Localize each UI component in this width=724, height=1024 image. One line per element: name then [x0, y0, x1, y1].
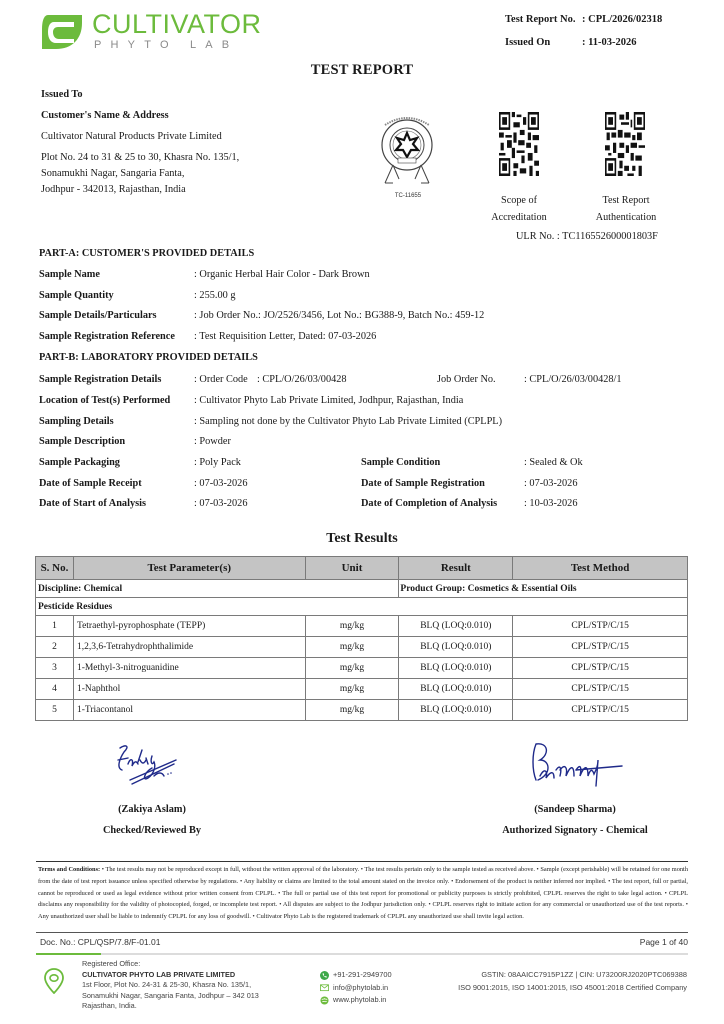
signatory-role: Authorized Signatory - Chemical — [502, 825, 648, 836]
ulr-number — [516, 231, 658, 242]
cell-result: BLQ (LOQ:0.010) — [399, 637, 513, 658]
sample-reg-reference-value: : Test Requisition Letter, Dated: 07-03-2026 — [194, 331, 377, 342]
cell-method: CPL/STP/C/15 — [513, 658, 688, 679]
page-number: Page 1 of 40 — [639, 937, 688, 947]
category-label: Pesticide Residues — [36, 598, 688, 616]
contact-email — [320, 982, 392, 995]
signature-sandeep-icon — [526, 740, 626, 790]
part-b-heading: PART-B: LABORATORY PROVIDED DETAILS — [39, 352, 258, 363]
cell-result: BLQ (LOQ:0.010) — [399, 658, 513, 679]
cell-method: CPL/STP/C/15 — [513, 679, 688, 700]
cell-parameter: 1,2,3,6-Tetrahydrophthalimide — [73, 637, 305, 658]
report-number-value: : CPL/2026/02318 — [582, 14, 663, 25]
address-line: Plot No. 24 to 31 & 25 to 30, Khasra No. 135/1, — [41, 152, 240, 163]
date-receipt-label: Date of Sample Receipt — [39, 478, 142, 489]
nabl-accreditation-seal-icon — [379, 113, 435, 193]
cell-unit: mg/kg — [305, 700, 399, 721]
col-header-sno: S. No. — [36, 557, 74, 580]
sample-packaging-value: : Poly Pack — [194, 457, 241, 468]
cell-result: BLQ (LOQ:0.010) — [399, 616, 513, 637]
sample-name-label: Sample Name — [39, 269, 100, 280]
terms-and-conditions — [38, 864, 688, 923]
date-start-label: Date of Start of Analysis — [39, 498, 146, 509]
gstin-cin: GSTIN: 08AAICC7915P1ZZ | CIN: U73200RJ2020PTC069388 — [481, 970, 687, 979]
company-legal-name: CULTIVATOR PHYTO LAB PRIVATE LIMITED — [82, 969, 236, 979]
office-label: Registered Office: — [82, 959, 141, 968]
office-address-line: 1st Floor, Plot No. 24-31 & 25-30, Khasra No. 135/1, — [82, 980, 252, 989]
qr-scope-caption — [489, 192, 549, 226]
address-line: Jodhpur - 342013, Rajasthan, India — [41, 184, 186, 195]
date-registration-label: Date of Sample Registration — [361, 478, 485, 489]
cell-sno: 3 — [36, 658, 74, 679]
sample-condition-value: : Sealed & Ok — [524, 457, 583, 468]
report-number-label: Test Report No. — [505, 14, 576, 25]
issued-to-label: Issued To — [41, 89, 83, 100]
col-header-unit: Unit — [305, 557, 399, 580]
sample-quantity-value: : 255.00 g — [194, 290, 236, 301]
company-registrations — [458, 969, 687, 994]
date-start-value: : 07-03-2026 — [194, 498, 248, 509]
cell-result: BLQ (LOQ:0.010) — [399, 679, 513, 700]
footer-divider — [36, 932, 688, 933]
customer-name: Cultivator Natural Products Private Limited — [41, 131, 222, 142]
table-row — [36, 637, 688, 658]
product-group-label: Product Group: Cosmetics & Essential Oils — [399, 580, 688, 598]
job-order-value: : CPL/O/26/03/00428/1 — [524, 374, 622, 385]
sampling-details-label: Sampling Details — [39, 416, 114, 427]
office-address-line: Rajasthan, India. — [82, 1001, 137, 1010]
iso-certifications: ISO 9001:2015, ISO 14001:2015, ISO 45001:2018 Certified Company — [458, 982, 687, 992]
date-completion-value: : 10-03-2026 — [524, 498, 578, 509]
qr-auth-caption-line: Authentication — [595, 212, 657, 223]
issued-on-label: Issued On — [505, 37, 551, 48]
cell-parameter: 1-Triacontanol — [73, 700, 305, 721]
ulr-value: : TC116552600001803F — [556, 231, 658, 242]
accreditation-code: TC-11655 — [394, 193, 422, 199]
brand-name: CULTIVATOR — [92, 9, 262, 39]
office-address-line: Sonamukhi Nagar, Sangaria Fanta, Jodhpur – 342 013 — [82, 990, 259, 1000]
col-header-parameter: Test Parameter(s) — [73, 557, 305, 580]
table-row — [36, 658, 688, 679]
terms-label: Terms and Conditions: — [38, 866, 101, 873]
sample-quantity-label: Sample Quantity — [39, 290, 114, 301]
address-line: Sonamukhi Nagar, Sangaria Fanta, — [41, 168, 185, 179]
cell-unit: mg/kg — [305, 658, 399, 679]
cell-parameter: Tetraethyl-pyrophosphate (TEPP) — [73, 616, 305, 637]
cell-parameter: 1-Naphthol — [73, 679, 305, 700]
table-row — [36, 616, 688, 637]
sample-details-label: Sample Details/Particulars — [39, 310, 157, 321]
sampling-details-value: : Sampling not done by the Cultivator Phyto Lab Private Limited (CPLPL) — [194, 416, 503, 427]
col-header-method: Test Method — [513, 557, 688, 580]
category-row — [36, 598, 688, 616]
ulr-label: ULR No. — [516, 231, 555, 242]
location-pin-icon — [44, 968, 64, 994]
reviewer-role: Checked/Reviewed By — [102, 825, 202, 836]
sample-description-value: : Powder — [194, 436, 231, 447]
sample-name-value: : Organic Herbal Hair Color - Dark Brown — [194, 269, 370, 280]
signature-zakiya-icon — [112, 742, 182, 790]
cell-sno: 2 — [36, 637, 74, 658]
sample-registration-details-label: Sample Registration Details — [39, 374, 162, 385]
cell-sno: 4 — [36, 679, 74, 700]
cell-unit: mg/kg — [305, 637, 399, 658]
email-address[interactable]: info@phytolab.in — [333, 982, 389, 992]
contact-website — [320, 994, 392, 1007]
cell-sno: 5 — [36, 700, 74, 721]
order-code-value: : CPL/O/26/03/00428 — [257, 374, 347, 385]
document-number: Doc. No.: CPL/QSP/7.8/F-01.01 — [40, 937, 161, 947]
contact-info — [320, 969, 392, 1007]
discipline-label: Discipline: Chemical — [36, 580, 399, 598]
website-link[interactable]: www.phytolab.in — [333, 995, 387, 1004]
issued-on-value: : 11-03-2026 — [582, 37, 637, 48]
email-icon — [320, 983, 329, 992]
page-title: TEST REPORT — [310, 62, 414, 78]
terms-divider — [36, 861, 688, 862]
customer-name-address-label: Customer's Name & Address — [41, 110, 169, 121]
cell-sno: 1 — [36, 616, 74, 637]
phone-number[interactable]: +91-291-2949700 — [333, 970, 392, 979]
results-table — [35, 556, 688, 721]
reviewer-name: (Zakiya Aslam) — [118, 804, 186, 815]
sample-details-value: : Job Order No.: JO/2526/3456, Lot No.: BG388-9, Batch No.: 459-12 — [194, 310, 485, 321]
table-row — [36, 700, 688, 721]
contact-phone — [320, 969, 392, 982]
footer-rule-accent — [36, 953, 101, 955]
cell-result: BLQ (LOQ:0.010) — [399, 700, 513, 721]
date-receipt-value: : 07-03-2026 — [194, 478, 248, 489]
globe-icon — [320, 996, 329, 1005]
order-code-label: : Order Code — [194, 374, 248, 385]
test-location-label: Location of Test(s) Performed — [39, 395, 171, 406]
sample-reg-reference-label: Sample Registration Reference — [39, 331, 175, 342]
test-location-value: : Cultivator Phyto Lab Private Limited, Jodhpur, Rajasthan, India — [194, 395, 464, 406]
cell-unit: mg/kg — [305, 616, 399, 637]
cell-method: CPL/STP/C/15 — [513, 700, 688, 721]
cell-parameter: 1-Methyl-3-nitroguanidine — [73, 658, 305, 679]
cell-method: CPL/STP/C/15 — [513, 616, 688, 637]
job-order-label: Job Order No. — [437, 374, 496, 385]
discipline-row — [36, 580, 688, 598]
cell-method: CPL/STP/C/15 — [513, 637, 688, 658]
cell-unit: mg/kg — [305, 679, 399, 700]
footer-rule — [36, 953, 688, 955]
report-number — [505, 14, 662, 25]
col-header-result: Result — [399, 557, 513, 580]
table-row — [36, 679, 688, 700]
issued-on — [505, 37, 637, 48]
company-logo — [40, 9, 262, 55]
sample-packaging-label: Sample Packaging — [39, 457, 120, 468]
sample-description-label: Sample Description — [39, 436, 126, 447]
table-header-row — [36, 557, 688, 580]
terms-text: • The test results may not be reproduced except in full, without the written approval of the laboratory. • The test results pertain only to the sample tested as received above. • Sample (except perishable) will be retained for one month from the date of test report issuance unless specified otherwise by regulations. • Any liability or claims are limited to the total amount stated on the invoice only. • Endorsement of the product is neither inferred nor implied. • The test report, full or partial, cannot be reproduced or used as legal evidence without prior written consent from CPLPL. • The full or partial use of this test report for promotional or publicity purposes is strictly prohibited, CPLPL reserves the right to take legal action. • CPLPL disclaims any responsibility for the validity of photocopied, forged, or incomplete test report. • All disputes are subject to the Jodhpur jurisdiction only. • CPLPL reserves right to initiate action for any commercial or unauthorized use of the test reports. • Any unauthorized user shall be liable to indemnify CPLPL for any loss of goodwill. • Cultivator Phyto Lab is the registered trademark of CPLPL any unauthorized use shall invite legal action. — [38, 866, 688, 921]
results-title: Test Results — [326, 531, 398, 546]
registered-office — [82, 959, 259, 1012]
date-registration-value: : 07-03-2026 — [524, 478, 578, 489]
part-a-heading: PART-A: CUSTOMER'S PROVIDED DETAILS — [39, 248, 255, 259]
brand-subtitle: PHYTO LAB — [94, 39, 239, 51]
customer-address — [41, 150, 239, 198]
signatory-name: (Sandeep Sharma) — [534, 804, 616, 815]
qr-scope-caption-line: Accreditation — [491, 212, 547, 223]
qr-auth-caption-line: Test Report — [602, 195, 650, 206]
leaf-c-logo-icon — [40, 13, 84, 51]
qr-scope-caption-line: Scope of — [501, 195, 537, 206]
qr-auth-caption — [595, 192, 657, 226]
qr-code-authentication-icon[interactable] — [605, 112, 645, 176]
date-completion-label: Date of Completion of Analysis — [361, 498, 498, 509]
qr-code-scope-icon[interactable] — [499, 112, 539, 176]
sample-condition-label: Sample Condition — [361, 457, 441, 468]
phone-icon — [320, 971, 329, 980]
